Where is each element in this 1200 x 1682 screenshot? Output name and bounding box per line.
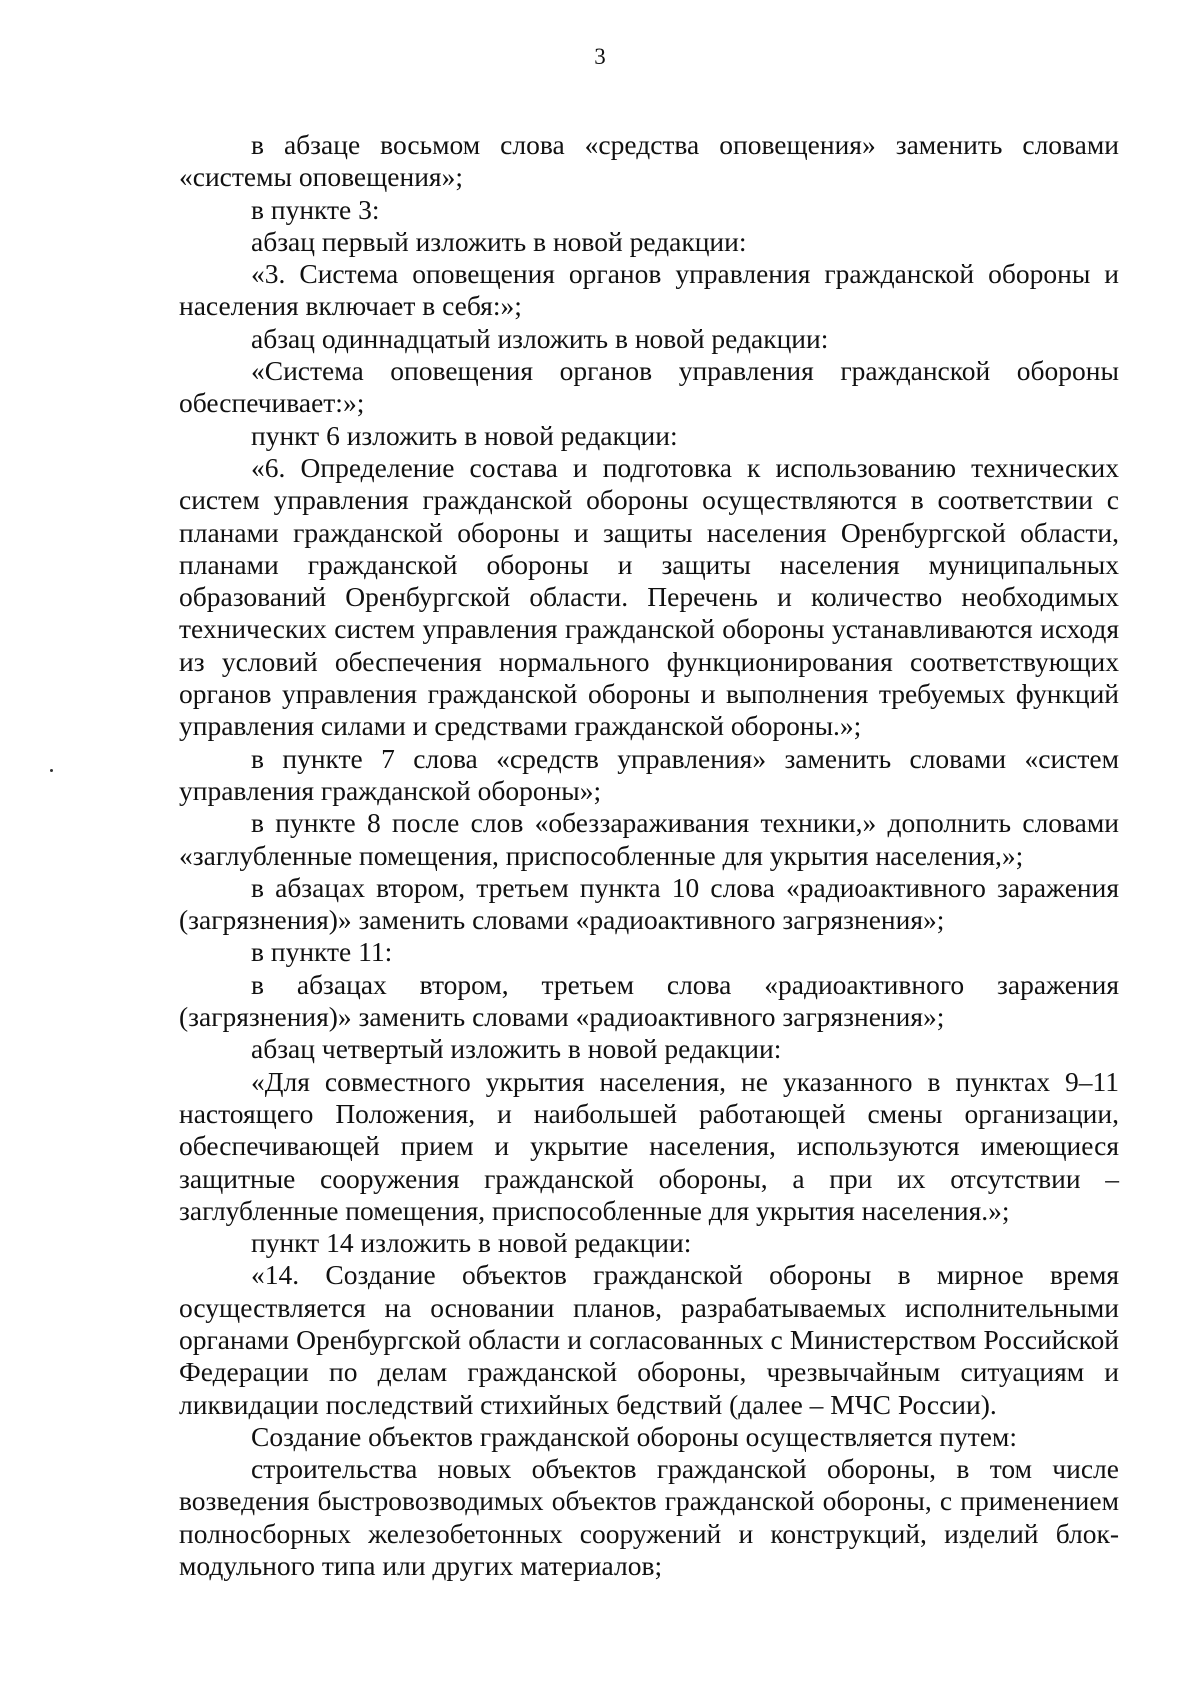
document-body [179, 129, 1119, 1582]
paragraph: Создание объектов гражданской обороны осуществляется путем: [251, 1420, 1017, 1452]
paragraph: в абзацах втором, третьем слова «радиоактивного заражения (загрязнения)» заменить словами «радиоактивного загрязнения»; [179, 968, 1119, 1033]
paragraph: «6. Определение состава и подготовка к использованию технических систем управления гражданской обороны осуществляются в соответствии с планами гражданской обороны и защиты населения Оренбургской области, планами гражданской обороны и защиты населения муниципальных образований Оренбургской области. Перечень и количество необходимых технических систем управления гражданской обороны устанавливаются исходя из условий обеспечения нормального функционирования соответствующих органов управления гражданской обороны и выполнения требуемых функций управления силами и средствами гражданской обороны.»; [179, 451, 1119, 742]
paragraph: пункт 14 изложить в новой редакции: [251, 1227, 692, 1259]
paragraph: в абзаце восьмом слова «средства оповещения» заменить словами «системы оповещения»; [179, 129, 1119, 193]
paragraph: «14. Создание объектов гражданской обороны в мирное время осуществляется на основании планов, разрабатываемых исполнительными органами Оренбургской области и согласованных с Министерством Российской Федерации по делам гражданской обороны, чрезвычайным ситуациям и ликвидации последствий стихийных бедствий (далее – МЧС России). [179, 1259, 1119, 1420]
paragraph: в абзацах втором, третьем пункта 10 слова «радиоактивного заражения (загрязнения)» заменить словами «радиоактивного загрязнения»; [179, 871, 1119, 936]
paragraph: «3. Система оповещения органов управления гражданской обороны и населения включает в себя:»; [179, 258, 1119, 322]
paragraph: в пункте 3: [251, 193, 380, 225]
paragraph: абзац одиннадцатый изложить в новой редакции: [251, 322, 829, 354]
paragraph: в пункте 11: [251, 936, 393, 968]
paragraph: в пункте 8 после слов «обеззараживания техники,» дополнить словами «заглубленные помещения, приспособленные для укрытия населения,»; [179, 807, 1119, 871]
page-number: 3 [594, 44, 606, 69]
paragraph: в пункте 7 слова «средств управления» заменить словами «систем управления гражданской обороны»; [179, 742, 1119, 806]
paragraph: пункт 6 изложить в новой редакции: [251, 419, 678, 451]
paragraph: абзац первый изложить в новой редакции: [251, 225, 747, 257]
scan-speck [50, 769, 53, 772]
paragraph: строительства новых объектов гражданской обороны, в том числе возведения быстровозводимых объектов гражданской обороны, с применением полносборных железобетонных сооружений и конструкций, изделий блок-модульного типа или других материалов; [179, 1453, 1119, 1582]
paragraph: «Для совместного укрытия населения, не указанного в пунктах 9–11 настоящего Положения, и наибольшей работающей смены организации, обеспечивающей прием и укрытие населения, используются имеющиеся защитные сооружения гражданской обороны, а при их отсутствии – заглубленные помещения, приспособленные для укрытия населения.»; [179, 1065, 1119, 1226]
paragraph: абзац четвертый изложить в новой редакции: [251, 1033, 782, 1065]
paragraph: «Система оповещения органов управления гражданской обороны обеспечивает:»; [179, 355, 1119, 419]
